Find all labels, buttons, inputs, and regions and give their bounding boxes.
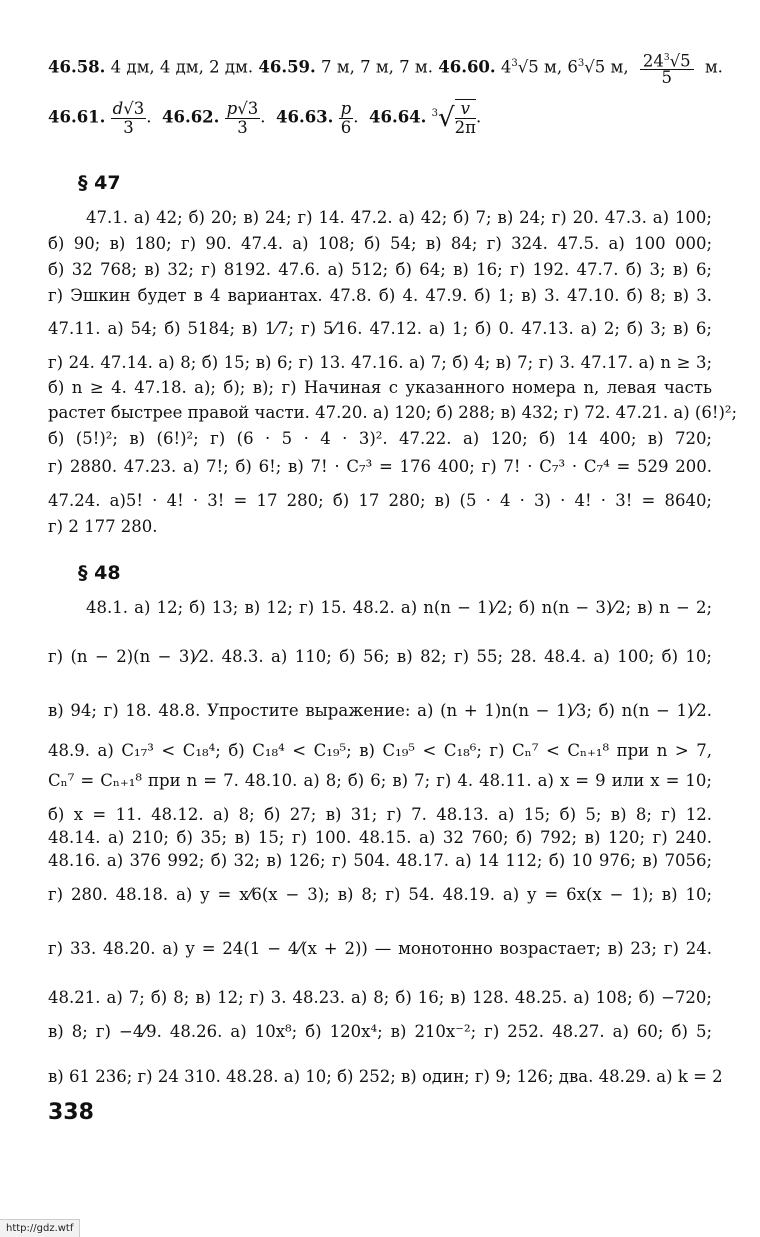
answer-line-47-4: г) Эшкин будет в 4 вариантах. 47.8. б) 4. 47.9. б) 1; в) 3. 47.10. б) 8; в) 3. (48, 286, 712, 305)
answer-line-47-10: г) 2880. 47.23. а) 7!; б) 6!; в) 7! · C₇³ = 176 400; г) 7! · C₇³ · C₇⁴ = 529 200. (48, 457, 712, 476)
answer-line-48-13: в) 61 236; г) 24 310. 48.28. а) 10; б) 252; в) один; г) 9; 126; два. 48.29. а) k = 2 (48, 1067, 723, 1086)
answer-line-47-5: 47.11. а) 54; б) 5184; в) 1⁄7; г) 5⁄16. 47.12. а) 1; б) 0. 47.13. а) 2; б) 3; в) 6; (48, 319, 712, 338)
answer-line-47-9: б) (5!)²; в) (6!)²; г) (6 · 5 · 4 · 3)². 47.22. а) 120; б) 14 400; в) 720; (48, 429, 712, 448)
answer-line-46-61: 46.61. $\frac{d√3}{3}$ . 46.62. $\frac{p√3}{3}$ . 46.63. $\frac{p}{6}$ . 46.64. $^3$√ $\frac{v}{2\pi}$ . (48, 98, 482, 137)
answer-line-47-3: б) 32 768; в) 32; г) 8192. 47.6. а) 512; б) 64; в) 16; г) 192. 47.7. б) 3; в) 6; (48, 260, 712, 279)
answer-line-48-11: 48.21. а) 7; б) 8; в) 12; г) 3. 48.23. а) 8; б) 16; в) 128. 48.25. а) 108; б) −720; (48, 988, 712, 1007)
answer-line-47-6: г) 24. 47.14. а) 8; б) 15; в) 6; г) 13. 47.16. а) 7; б) 4; в) 7; г) 3. 47.17. а) n ≥ 3; (48, 353, 712, 372)
answer-line-46-58: 46.58. 4 дм, 4 дм, 2 дм. 46.59. 7 м, 7 м, 7 м. 46.60. $4^3√5$ м, $6^3√5$ м, $\frac{24^3√5}{5}$ м. (48, 51, 723, 88)
answer-line-48-10: г) 33. 48.20. а) y = 24(1 − 4⁄(x + 2)) — монотонно возрастает; в) 23; г) 24. (48, 939, 712, 958)
answer-line-47-7: б) n ≥ 4. 47.18. а); б); в); г) Начиная с указанного номера n, левая часть (48, 378, 712, 397)
answer-line-47-12: г) 2 177 280. (48, 517, 158, 536)
answer-line-48-9: г) 280. 48.18. а) y = x⁄6(x − 3); в) 8; г) 54. 48.19. а) y = 6x(x − 1); в) 10; (48, 885, 712, 904)
answer-line-48-8: 48.16. а) 376 992; б) 32; в) 126; г) 504. 48.17. а) 14 112; б) 10 976; в) 7056; (48, 851, 712, 870)
section-heading-47: § 47 (78, 172, 121, 194)
watermark-link[interactable]: http://gdz.wtf (0, 1219, 80, 1237)
answer-line-47-1: 47.1. а) 42; б) 20; в) 24; г) 14. 47.2. а) 42; б) 7; в) 24; г) 20. 47.3. а) 100; (86, 208, 712, 227)
answer-line-48-7: 48.14. а) 210; б) 35; в) 15; г) 100. 48.15. а) 32 760; б) 792; в) 120; г) 240. (48, 828, 712, 847)
answer-line-47-2: б) 90; в) 180; г) 90. 47.4. а) 108; б) 54; в) 84; г) 324. 47.5. а) 100 000; (48, 234, 712, 253)
answer-line-48-4: 48.9. а) C₁₇³ < C₁₈⁴; б) C₁₈⁴ < C₁₉⁵; в) C₁₉⁵ < C₁₈⁶; г) Cₙ⁷ < Cₙ₊₁⁸ при n > 7, (48, 741, 712, 760)
page-number: 338 (48, 1100, 94, 1125)
answer-line-48-5: Cₙ⁷ = Cₙ₊₁⁸ при n = 7. 48.10. а) 8; б) 6; в) 7; г) 4. 48.11. а) x = 9 или x = 10; (48, 771, 712, 790)
answer-line-48-12: в) 8; г) −4⁄9. 48.26. а) 10x⁸; б) 120x⁴; в) 210x⁻²; г) 252. 48.27. а) 60; б) 5; (48, 1022, 712, 1041)
answer-line-48-3: в) 94; г) 18. 48.8. Упростите выражение: а) (n + 1)n(n − 1)⁄3; б) n(n − 1)⁄2. (48, 701, 712, 720)
section-heading-48: § 48 (78, 562, 121, 584)
answer-line-48-6: б) x = 11. 48.12. а) 8; б) 27; в) 31; г) 7. 48.13. а) 15; б) 5; в) 8; г) 12. (48, 805, 712, 824)
answer-line-47-8: растет быстрее правой части. 47.20. а) 120; б) 288; в) 432; г) 72. 47.21. а) (6!)²; (48, 403, 738, 422)
answer-line-47-11: 47.24. а)5! · 4! · 3! = 17 280; б) 17 280; в) (5 · 4 · 3) · 4! · 3! = 8640; (48, 491, 712, 510)
answer-line-48-1: 48.1. а) 12; б) 13; в) 12; г) 15. 48.2. а) n(n − 1)⁄2; б) n(n − 3)⁄2; в) n − 2; (86, 598, 712, 617)
answer-line-48-2: г) (n − 2)(n − 3)⁄2. 48.3. а) 110; б) 56; в) 82; г) 55; 28. 48.4. а) 100; б) 10; (48, 647, 712, 666)
